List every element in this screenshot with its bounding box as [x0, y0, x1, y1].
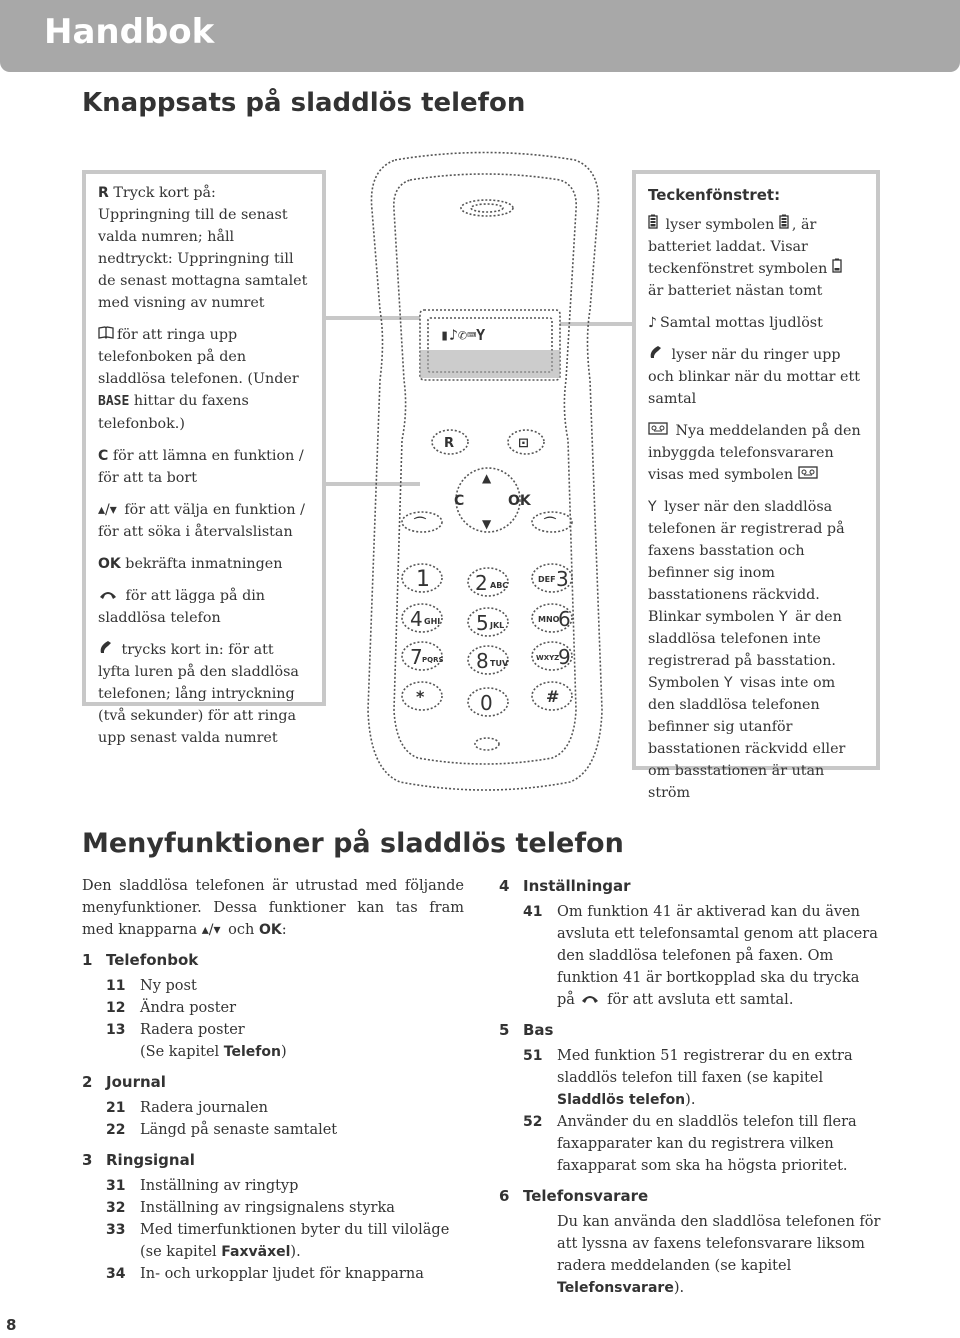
svg-text:TUV: TUV [490, 659, 509, 668]
c-key-text: för att lämna en funktion / för att ta bort [98, 448, 304, 486]
antenna-desc [648, 496, 864, 804]
menu-item [499, 1111, 881, 1177]
item-number: 52 [523, 1114, 543, 1130]
book-text2: hittar du faxens telefonbok.) [98, 393, 249, 432]
menu-right-column [499, 875, 881, 1299]
svg-text:9: 9 [558, 645, 571, 669]
header-title: Handbok [44, 12, 215, 52]
note-post: ). [290, 1244, 301, 1260]
menu-section-1 [82, 949, 464, 971]
svg-text:⊡: ⊡ [518, 436, 529, 451]
menu-item [82, 1097, 464, 1119]
book-text: för att ringa upp telefonboken på den sladdlösa telefonen. (Under [98, 327, 299, 387]
svg-text:5: 5 [476, 611, 489, 635]
silent-desc [648, 312, 864, 334]
menu-note [82, 1041, 464, 1063]
intro-ok: OK [258, 922, 282, 938]
menu-section-3 [82, 1149, 464, 1171]
note-bold: Faxväxel [221, 1244, 291, 1260]
c-key-label: C [98, 448, 109, 464]
svg-text:WXYZ: WXYZ [536, 654, 560, 662]
menu-item [82, 1219, 464, 1241]
svg-text:JKL: JKL [490, 621, 505, 630]
intro-text: Den sladdlösa telefonen är utrustad med följande menyfunktioner. Dessa funktioner kan tas fram med knapparna [82, 878, 464, 938]
svg-text:▲: ▲ [482, 471, 492, 485]
menu-section-2 [82, 1071, 464, 1093]
item-number: 21 [106, 1100, 126, 1116]
section-number: 3 [82, 1151, 93, 1169]
svg-text:⌒: ⌒ [414, 516, 427, 530]
display-legend-box [632, 170, 880, 801]
section-title-menu: Menyfunktioner på sladdlös telefon [82, 828, 624, 859]
item-text: Om funktion 41 är aktiverad kan du även avsluta ett telefonsamtal genom att placera den sladdlösa telefonen på faxen. Om funktion 41 är bortkopplad ska du trycka på [557, 904, 878, 1008]
battery-desc [648, 214, 864, 302]
item-text: Ny post [140, 978, 197, 994]
menu-item [499, 1045, 881, 1111]
item-number: 12 [106, 1000, 126, 1016]
svg-text:C: C [454, 493, 465, 509]
svg-text:1: 1 [416, 567, 430, 592]
item-text: Inställning av ringsignalens styrka [140, 1200, 395, 1216]
intro-och: och [228, 922, 255, 938]
phone-status-text: lyser när du ringer upp och blinkar när du mottar ett samtal [648, 347, 860, 407]
item-text: Du kan använda den sladdlösa telefonen för att lyssna av faxens telefonsvarare liksom radera meddelanden (se kapitel [557, 1214, 881, 1274]
section-title: Journal [106, 1073, 166, 1091]
offhook-text: trycks kort in: för att lyfta luren på den sladdlösa telefonen; lång intryckning (två sekunder) för att ringa upp senast valda numret [98, 642, 299, 746]
item-text: Radera journalen [140, 1100, 268, 1116]
battery-full-icon [779, 214, 789, 236]
menu-intro: Den sladdlösa telefonen är utrustad med följande menyfunktioner. Dessa funktioner kan tas fram med knapparna ▴/▾ och OK: [82, 875, 464, 941]
svg-text:3: 3 [556, 567, 569, 591]
note-text: (se kapitel [140, 1244, 217, 1260]
antenna-icon: Y [778, 609, 788, 625]
menu-item [82, 1019, 464, 1041]
svg-text:2: 2 [475, 571, 488, 595]
up-down-arrow-icon: ▴/▾ [98, 502, 117, 518]
svg-text:7: 7 [410, 645, 423, 669]
ok-key-text: bekräfta inmatningen [125, 556, 283, 572]
svg-text:#: # [546, 687, 560, 706]
section-title: Telefonsvarare [523, 1187, 649, 1205]
r-key-label: R [98, 185, 109, 201]
svg-text:MNO: MNO [538, 615, 560, 624]
base-label: BASE [98, 394, 130, 409]
item-number: 32 [106, 1200, 126, 1216]
ok-key-label: OK [98, 556, 121, 572]
svg-text:▮♪✆⌨Y: ▮♪✆⌨Y [440, 326, 486, 344]
svg-text:6: 6 [558, 607, 571, 631]
item-post: ). [685, 1092, 696, 1108]
antenna-text3: visas inte om den sladdlösa telefonen befinner sig utanför basstationen räckvidd eller om basstationen är utan ström [648, 675, 846, 801]
item-number: 33 [106, 1222, 126, 1238]
section-title: Telefonbok [106, 951, 199, 969]
menu-item [82, 997, 464, 1019]
page-number: 8 [6, 1316, 17, 1334]
svg-text:▼: ▼ [482, 517, 492, 531]
section-number: 5 [499, 1021, 510, 1039]
up-down-arrow-icon: ▴/▾ [201, 922, 221, 938]
section-title-keypad: Knappsats på sladdlös telefon [82, 88, 526, 118]
item-text: Inställning av ringtyp [140, 1178, 299, 1194]
section-number: 2 [82, 1073, 93, 1091]
svg-text:ABC: ABC [490, 581, 509, 590]
item-text: Använder du en sladdlös telefon till flera faxapparater kan du registrera vilken faxapparat som ska ha högsta prioritet. [557, 1114, 857, 1174]
phone-status-desc [648, 344, 864, 410]
svg-text:PQRS: PQRS [422, 656, 444, 664]
item-text: Med funktion 51 registrerar du en extra sladdlös telefon till faxen (se kapitel [557, 1048, 853, 1086]
handset-illustration [340, 150, 630, 800]
hangup-icon [580, 989, 600, 1011]
section-number: 1 [82, 951, 93, 969]
antenna-icon: Y [648, 499, 657, 515]
svg-text:8: 8 [476, 649, 489, 673]
section-title: Inställningar [523, 877, 631, 895]
tape-text: Nya meddelanden på den inbyggda telefonsvararen visas med symbolen [648, 423, 861, 483]
silent-text: Samtal mottas ljudlöst [659, 315, 823, 331]
item-post: ). [673, 1280, 685, 1296]
svg-text:R: R [444, 436, 455, 451]
item-number: 51 [523, 1048, 543, 1064]
svg-text:GHI: GHI [424, 617, 441, 626]
note-post: ) [280, 1044, 287, 1060]
tape-desc [648, 420, 864, 486]
battery-full-icon [648, 214, 658, 236]
hangup-text: för att lägga på din sladdlösa telefon [98, 588, 266, 626]
antenna-text1: lyser när den sladdlösa telefonen är registrerad på faxens basstation och befinner sig inom basstationens räckvidd. Blinkar symbolen [648, 499, 845, 625]
menu-note [82, 1241, 464, 1263]
item-bold: Sladdlös telefon [557, 1092, 686, 1108]
antenna-text2: är den sladdlösa telefonen inte registrerad på basstation. Symbolen [648, 609, 842, 691]
display-legend-title: Teckenfönstret: [648, 186, 781, 204]
item-number: 11 [106, 978, 126, 994]
item-text: Med timerfunktionen byter du till viloläge [140, 1222, 450, 1238]
svg-text:0: 0 [480, 691, 493, 715]
battery-text3: är batteriet nästan tomt [648, 283, 823, 299]
menu-item [82, 1263, 464, 1285]
item-text: Ändra poster [140, 1000, 237, 1016]
item-bold: Telefonsvarare [557, 1280, 674, 1296]
section-title: Ringsignal [106, 1151, 195, 1169]
item-number: 22 [106, 1122, 126, 1138]
phone-icon [648, 344, 664, 366]
tape-icon [648, 420, 668, 442]
note-text: (Se kapitel [140, 1044, 220, 1060]
menu-item [82, 975, 464, 997]
svg-text:⌒: ⌒ [544, 516, 557, 530]
menu-item [499, 1211, 881, 1299]
svg-text:OK: OK [508, 493, 531, 509]
menu-item [82, 1175, 464, 1197]
battery-text2: , är batteriet laddat. Visar teckenfönstret symbolen [648, 217, 828, 277]
svg-text:DEF: DEF [538, 575, 556, 584]
svg-text:4: 4 [410, 607, 423, 631]
menu-left-column [82, 875, 464, 1285]
battery-text1: lyser symbolen [665, 217, 775, 233]
section-number: 4 [499, 877, 510, 895]
item-number: 34 [106, 1266, 126, 1282]
item-text: In- och urkopplar ljudet för knapparna [140, 1266, 424, 1282]
menu-section-4 [499, 875, 881, 897]
silent-ring-icon: ♪ [648, 315, 657, 331]
battery-empty-icon [832, 258, 842, 280]
item-number: 41 [523, 904, 543, 920]
section-title: Bas [523, 1021, 554, 1039]
arrow-keys-text: för att välja en funktion / för att söka i återvalslistan [98, 502, 305, 540]
section-number: 6 [499, 1187, 510, 1205]
item-text2: för att avsluta ett samtal. [607, 992, 794, 1008]
menu-section-5 [499, 1019, 881, 1041]
antenna-icon: Y [723, 675, 733, 691]
tape-icon [798, 464, 818, 486]
item-text: Längd på senaste samtalet [140, 1122, 338, 1138]
item-text: Radera poster [140, 1022, 245, 1038]
menu-item [82, 1197, 464, 1219]
item-number: 31 [106, 1178, 126, 1194]
svg-text:*: * [416, 687, 425, 706]
r-key-text: Tryck kort på: Uppringning till de senast valda numren; håll nedtryckt: Uppringning till de senast mottagna samtalet med visning av numret [98, 185, 308, 311]
menu-item [82, 1119, 464, 1141]
menu-section-6 [499, 1185, 881, 1207]
menu-item [499, 901, 881, 1011]
item-number: 13 [106, 1022, 126, 1038]
note-bold: Telefon [223, 1044, 281, 1060]
